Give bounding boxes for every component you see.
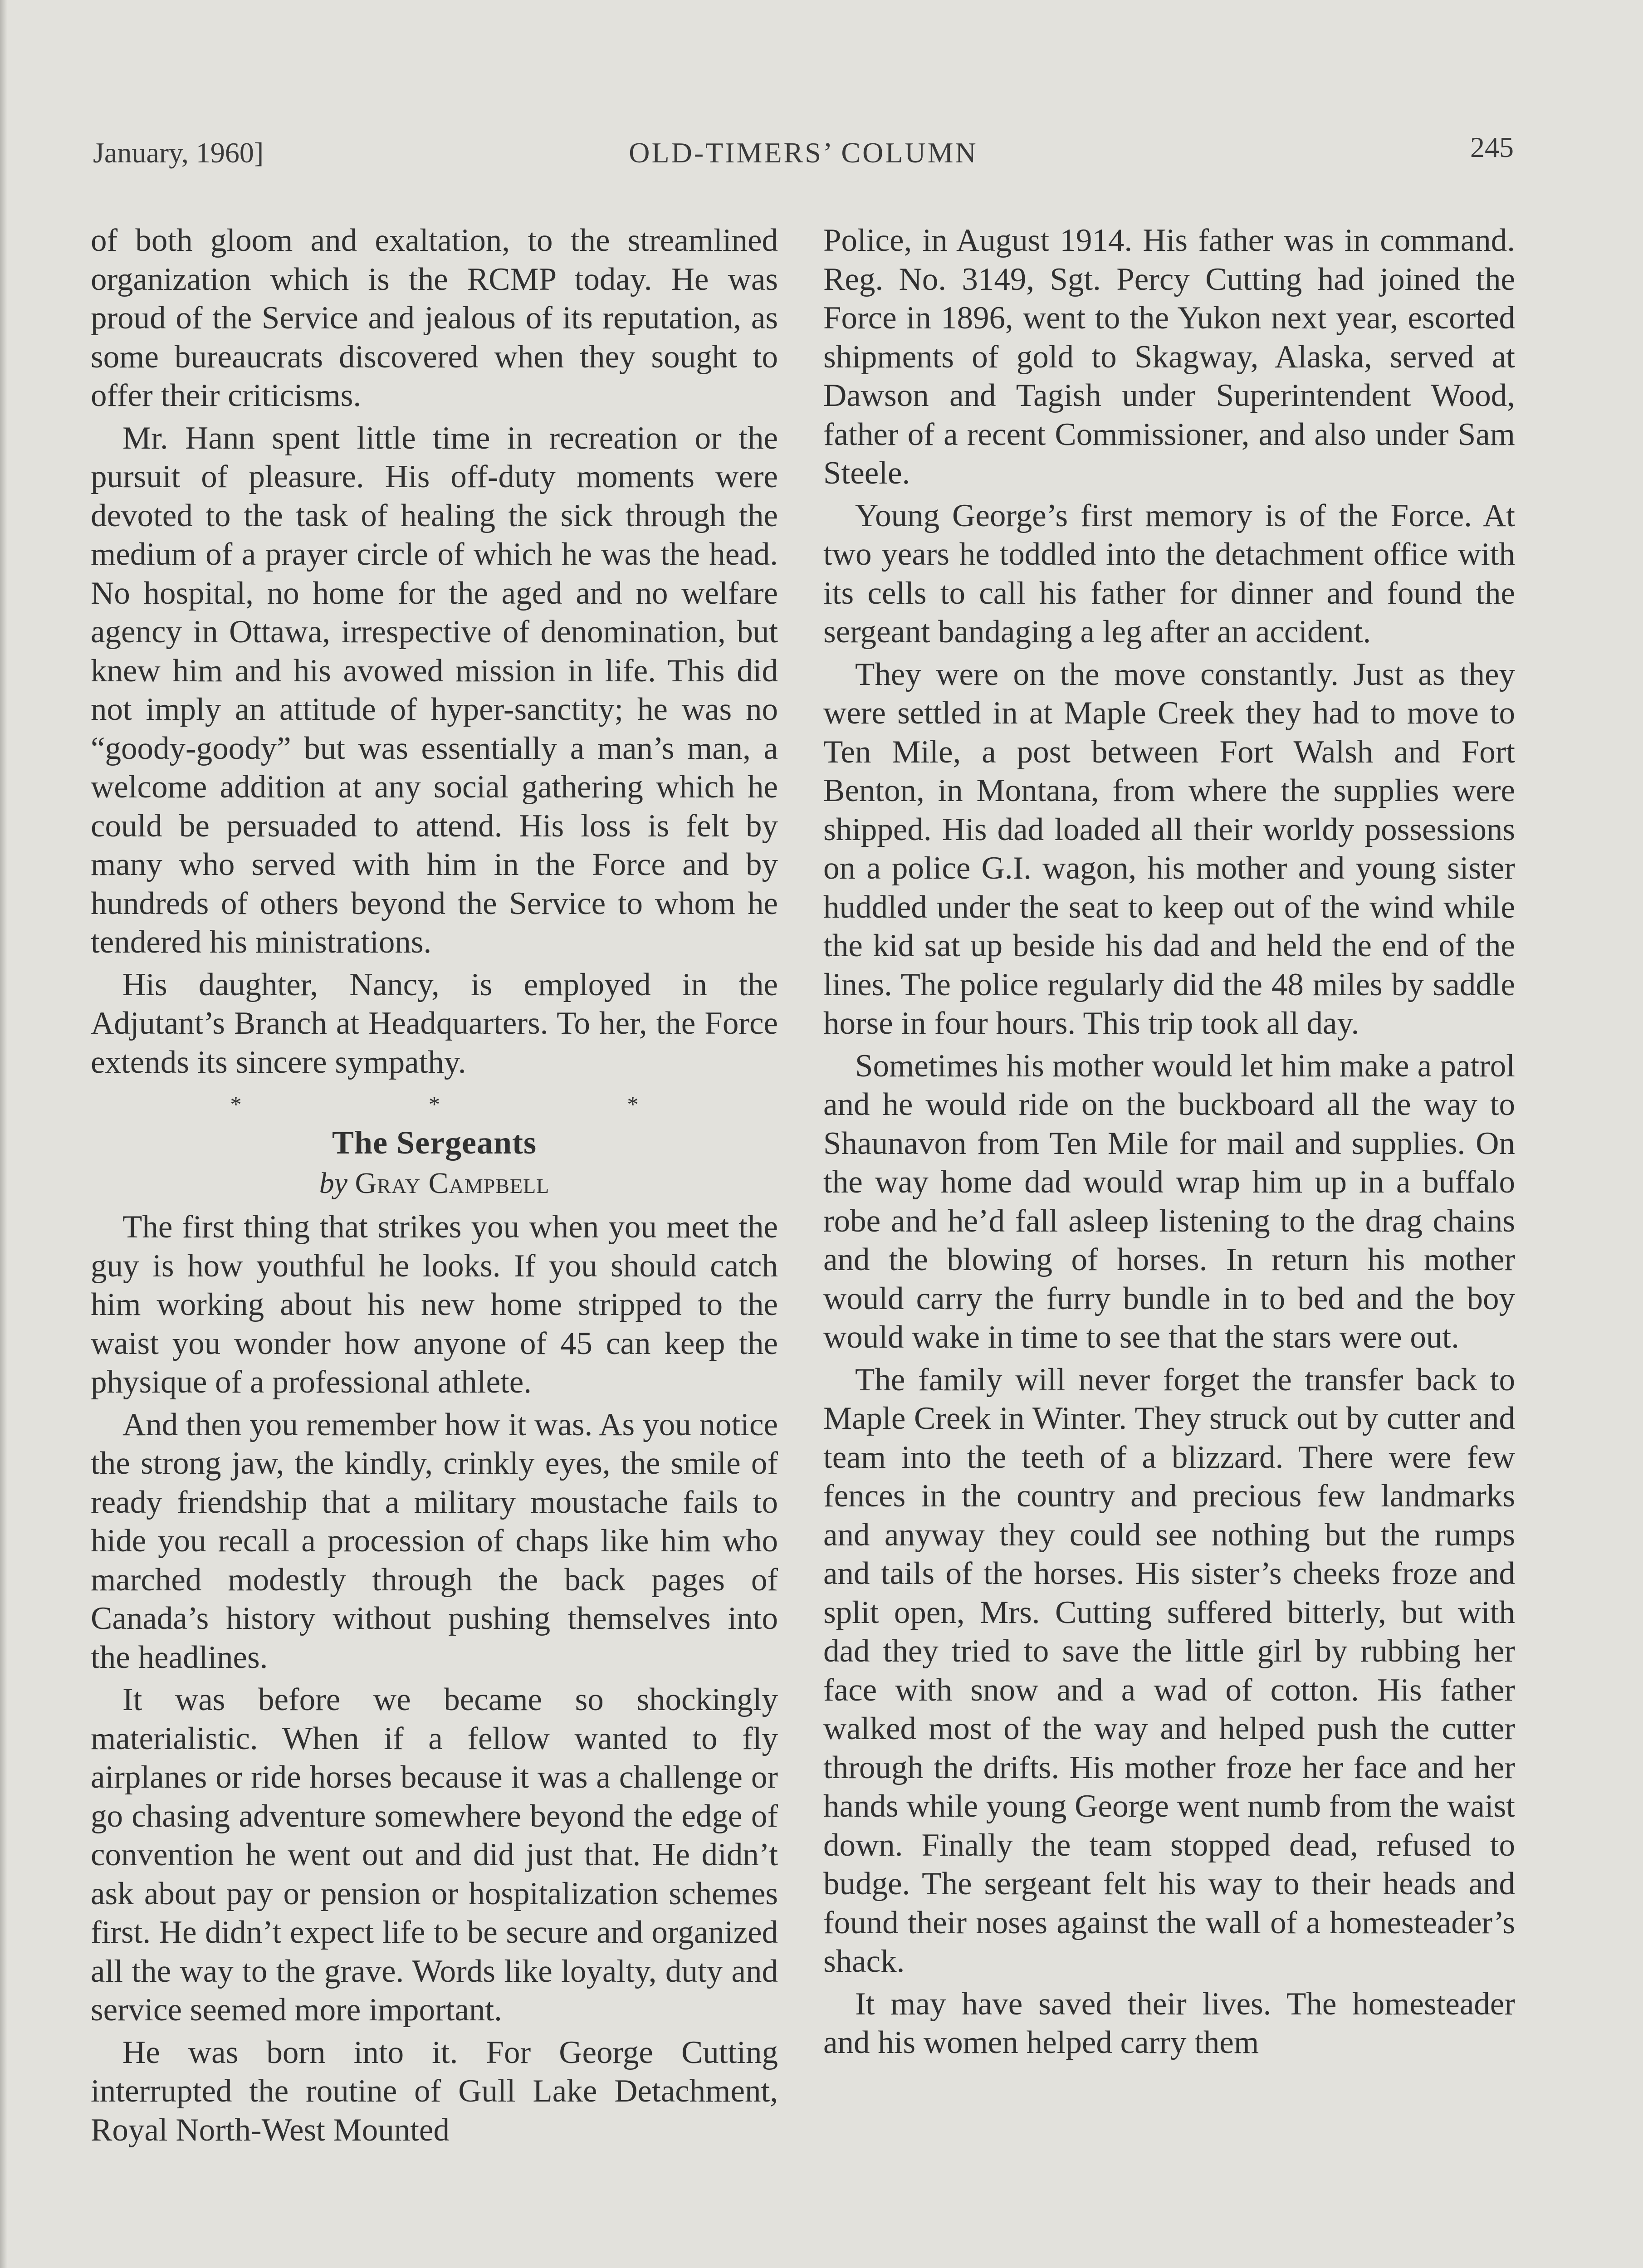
paragraph: And then you remember how it was. As you notice the strong jaw, the kindly, crinkly eyes, the smile of ready friendship that a military moustache fails to hide you recall a procession of chaps like him who marched modestly through the back pages of Canada’s history without pushing themselves into the headlines. [91, 1407, 778, 1675]
paragraph: They were on the move constantly. Just as they were settled in at Maple Creek they had to move to Ten Mile, a post between Fort Walsh and Fort Benton, in Montana, from where the supplies were shipped. His dad loaded all their worldy possessions on a police G.I. wagon, his mother and young sister huddled under the seat to keep out of the wind while the kid sat up beside his dad and held the end of the lines. The police regularly did the 48 miles by saddle horse in four hours. This trip took all day. [823, 656, 1515, 1041]
paragraph: Mr. Hann spent little time in recreation or the pursuit of pleasure. His off-duty moments were devoted to the task of healing the sick through the medium of a prayer circle of which he was the head. No hospital, no home for the aged and no welfare agency in Ottawa, irrespective of denomination, but knew him and his avowed mission in life. This did not imply an attitude of hyper-sanctity; he was no “goody-goody” but was essentially a man’s man, a welcome addition at any social gathering which he could be persuaded to attend. His loss is felt by many who served with him in the Force and by hundreds of others beyond the Service to whom he tendered his ministrations. [91, 420, 778, 960]
paragraph: It may have saved their lives. The homesteader and his women helped carry them [823, 1986, 1515, 2060]
issue-date: January, 1960] [93, 137, 264, 169]
page-binding-edge [0, 0, 7, 2268]
paragraph: It was before we became so shockingly materialistic. When if a fellow wanted to fly airplanes or ride horses because it was a challenge or go chasing adventure somewhere beyond the edge of convention he went out and did just that. He didn’t ask about pay or pension or hospitalization schemes first. He didn’t expect life to be secure and organized all the way to the grave. Words like loyalty, duty and service seemed more important. [91, 1682, 778, 2028]
left-column [91, 221, 778, 2153]
column-title: OLD-TIMERS’ COLUMN [629, 137, 978, 169]
section-separator: * * * [230, 1091, 729, 1117]
running-header [93, 131, 1514, 186]
paragraph: His daughter, Nancy, is employed in the Adjutant’s Branch at Headquarters. To her, the Force extends its sincere sympathy. [91, 967, 778, 1080]
paragraph: Police, in August 1914. His father was in command. Reg. No. 3149, Sgt. Percy Cutting had joined the Force in 1896, went to the Yukon next year, escorted shipments of gold to Skagway, Alaska, served at Dawson and Tagish under Superintendent Wood, father of a recent Commissioner, and also under Sam Steele. [823, 223, 1515, 491]
paragraph: Sometimes his mother would let him make a patrol and he would ride on the buckboard all the way to Shaunavon from Ten Mile for mail and supplies. On the way home dad would wrap him up in a buffalo robe and he’d fall asleep listening to the drag chains and the blowing of horses. In return his mother would carry the furry bundle in to bed and the boy would wake in time to see that the stars were out. [823, 1048, 1515, 1355]
byline [91, 1163, 778, 1203]
paragraph: Young George’s first memory is of the Force. At two years he toddled into the detachment office with its cells to call his father for dinner and found the sergeant bandaging a leg after an accident. [823, 498, 1515, 650]
paragraph: of both gloom and exaltation, to the streamlined organization which is the RCMP today. He was proud of the Service and jealous of its reputation, as some bureaucrats discovered when they sought to offer their criticisms. [91, 223, 778, 413]
byline-author: Gray Campbell [355, 1167, 550, 1200]
right-column [823, 221, 1515, 2066]
article-title: The Sergeants [332, 1124, 537, 1161]
paragraph: He was born into it. For George Cutting interrupted the routine of Gull Lake Detachment, Royal North-West Mounted [91, 2034, 778, 2148]
paragraph: The first thing that strikes you when you meet the guy is how youthful he looks. If you should catch him working about his new home stripped to the waist you wonder how anyone of 45 can keep the physique of a professional athlete. [91, 1209, 778, 1400]
paragraph: The family will never forget the transfer back to Maple Creek in Winter. They struck out by cutter and team into the teeth of a blizzard. There were few fences in the country and precious few landmarks and anyway they could see nothing but the rumps and tails of the horses. His sister’s cheeks froze and split open, Mrs. Cutting suffered bitterly, but with dad they tried to save the little girl by rubbing her face with snow and a wad of cotton. His father walked most of the way and helped push the cutter through the drifts. His mother froze her face and her hands while young George went numb from the waist down. Finally the team stopped dead, refused to budge. The sergeant felt his way to their heads and found their noses against the wall of a homesteader’s shack. [823, 1362, 1515, 1979]
page-number: 245 [1470, 131, 1514, 163]
byline-by: by [319, 1167, 348, 1200]
